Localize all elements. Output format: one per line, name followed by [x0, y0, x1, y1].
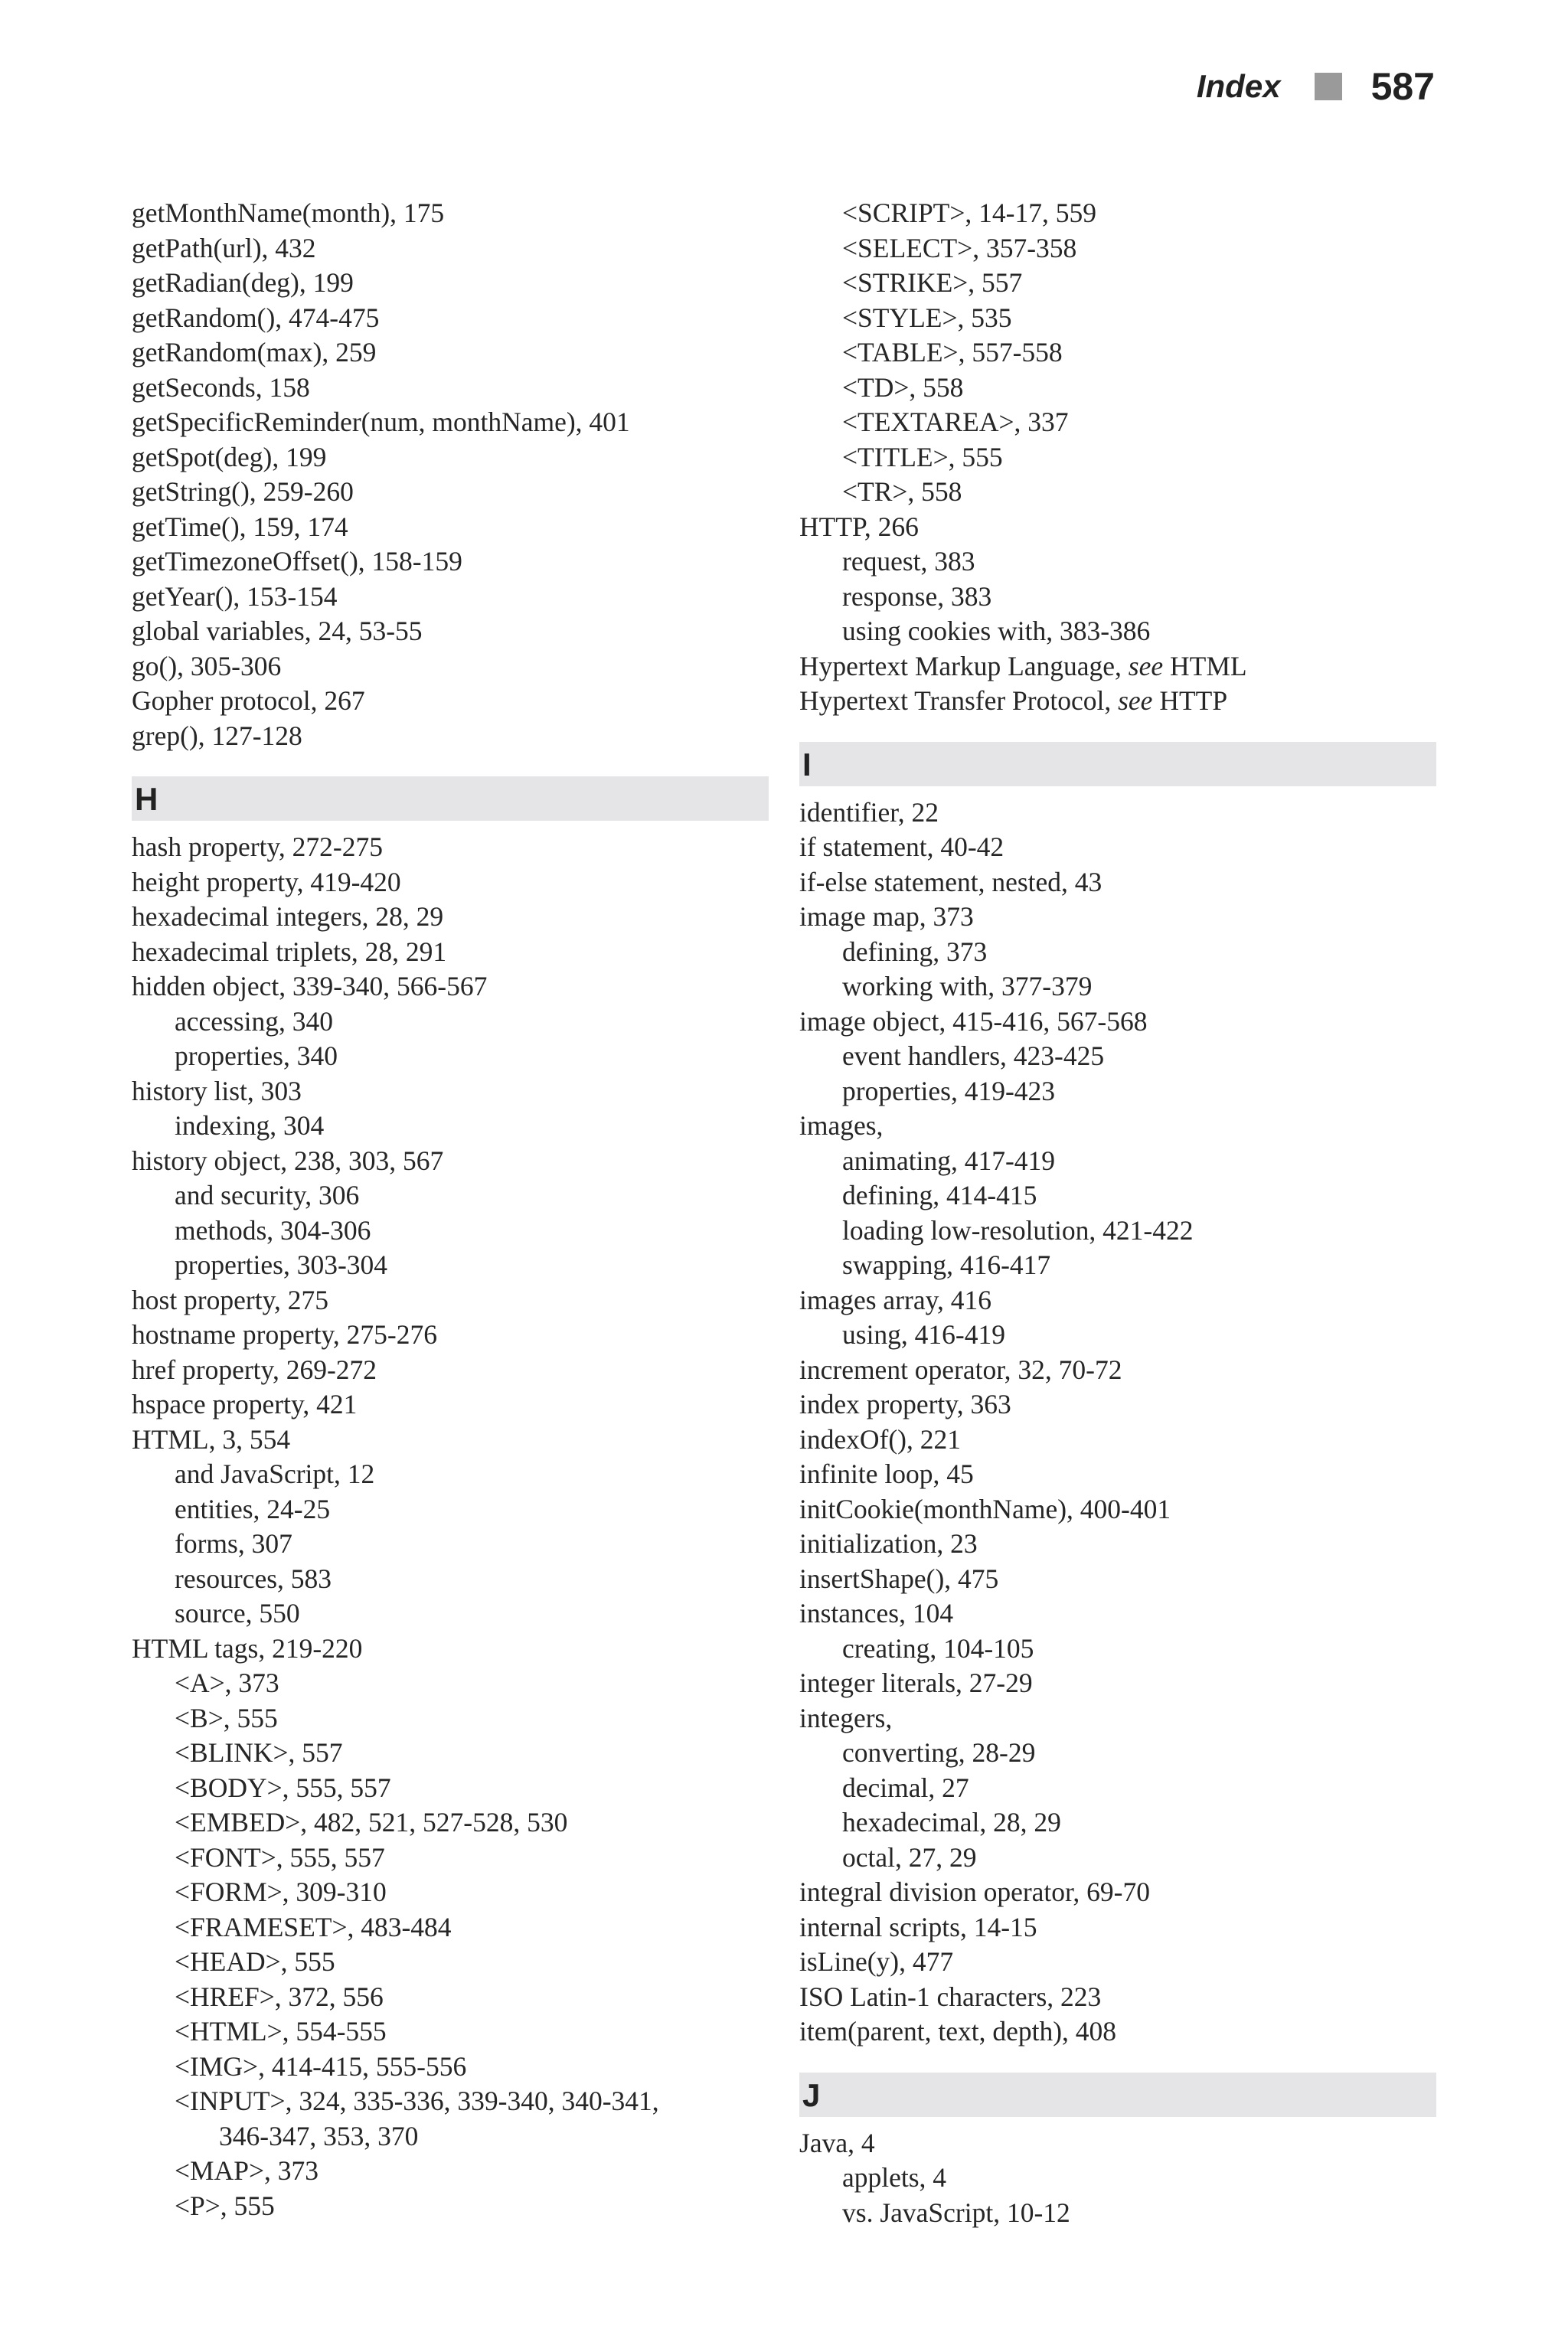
- index-entry: hspace property, 421: [132, 1389, 358, 1419]
- index-entry: go(), 305-306: [132, 650, 282, 681]
- index-entry: index property, 363: [799, 1389, 1011, 1419]
- index-subentry: <TEXTAREA>, 337: [842, 407, 1069, 437]
- index-entry: image map, 373: [799, 901, 974, 932]
- index-entry: hostname property, 275-276: [132, 1319, 437, 1350]
- index-entry: getPath(url), 432: [132, 232, 316, 263]
- letter-heading: I: [799, 742, 1436, 786]
- index-subentry: defining, 373: [842, 936, 988, 967]
- index-entry: getString(), 259-260: [132, 476, 354, 507]
- index-subentry: methods, 304-306: [175, 1214, 371, 1246]
- index-subentry: <INPUT>, 324, 335-336, 339-340, 340-341,: [175, 2086, 659, 2116]
- index-entry: height property, 419-420: [132, 866, 401, 897]
- index-subentry: <HTML>, 554-555: [175, 2016, 387, 2047]
- index-subentry: <B>, 555: [175, 1702, 278, 1733]
- index-subentry: entities, 24-25: [175, 1493, 331, 1524]
- see-reference: see: [1128, 650, 1164, 681]
- index-subentry: <MAP>, 373: [175, 2155, 318, 2186]
- index-entry: hexadecimal triplets, 28, 291: [132, 936, 447, 967]
- index-subentry: animating, 417-419: [842, 1145, 1056, 1176]
- letter-heading: H: [132, 776, 769, 821]
- index-entry: grep(), 127-128: [132, 720, 302, 751]
- index-subentry: <SCRIPT>, 14-17, 559: [842, 198, 1096, 228]
- index-subentry: <EMBED>, 482, 521, 527-528, 530: [175, 1807, 568, 1838]
- index-subentry: octal, 27, 29: [842, 1841, 977, 1873]
- index-entry: [799, 684, 1436, 719]
- index-entry: hexadecimal integers, 28, 29: [132, 901, 444, 932]
- index-subentry: event handlers, 423-425: [842, 1040, 1105, 1071]
- index-entry: identifier, 22: [799, 796, 939, 828]
- index-subentry: <A>, 373: [175, 1668, 279, 1698]
- index-entry: Gopher protocol, 267: [132, 685, 365, 716]
- index-subentry: working with, 377-379: [842, 971, 1093, 1001]
- letter-heading: J: [799, 2073, 1436, 2117]
- index-entry: getSpot(deg), 199: [132, 441, 327, 472]
- index-entry: increment operator, 32, 70-72: [799, 1354, 1122, 1385]
- index-column-right: [799, 196, 1436, 2230]
- index-entry: getSeconds, 158: [132, 371, 310, 403]
- index-subentry: using cookies with, 383-386: [842, 616, 1151, 646]
- index-subentry: <P>, 555: [175, 2190, 275, 2221]
- index-subentry: accessing, 340: [175, 1005, 334, 1037]
- index-subentry: <SELECT>, 357-358: [842, 232, 1077, 263]
- index-entry: getRandom(), 474-475: [132, 302, 380, 333]
- index-entry: initialization, 23: [799, 1528, 978, 1559]
- index-entry: hash property, 272-275: [132, 831, 383, 862]
- index-entry: [799, 649, 1436, 684]
- index-subentry: <HREF>, 372, 556: [175, 1981, 384, 2012]
- index-entry: global variables, 24, 53-55: [132, 616, 423, 646]
- index-subentry: <TD>, 558: [842, 371, 964, 403]
- index-subentry: response, 383: [842, 580, 992, 612]
- index-entry: integer literals, 27-29: [799, 1668, 1033, 1698]
- running-header: [1197, 64, 1435, 109]
- index-entry: indexOf(), 221: [799, 1423, 961, 1455]
- index-subentry: request, 383: [842, 546, 975, 577]
- index-entry: images,: [799, 1110, 884, 1141]
- index-subentry: <TITLE>, 555: [842, 441, 1003, 472]
- index-subentry: indexing, 304: [175, 1110, 325, 1141]
- index-subentry: <FRAMESET>, 483-484: [175, 1911, 452, 1942]
- index-entry: if-else statement, nested, 43: [799, 866, 1102, 897]
- index-subentry: <BODY>, 555, 557: [175, 1772, 391, 1803]
- index-entry: if statement, 40-42: [799, 831, 1004, 862]
- index-entry: HTML, 3, 554: [132, 1423, 291, 1455]
- index-entry: image object, 415-416, 567-568: [799, 1005, 1148, 1037]
- index-entry: getSpecificReminder(num, monthName), 401: [132, 407, 630, 437]
- see-target: HTML: [1163, 650, 1247, 681]
- index-subentry: and security, 306: [175, 1180, 360, 1210]
- index-entry: host property, 275: [132, 1284, 329, 1315]
- index-subentry: properties, 419-423: [842, 1075, 1056, 1106]
- index-entry: getTimezoneOffset(), 158-159: [132, 546, 462, 577]
- index-subentry: properties, 340: [175, 1040, 338, 1071]
- index-entry: initCookie(monthName), 400-401: [799, 1493, 1171, 1524]
- index-subentry: <STYLE>, 535: [842, 302, 1012, 333]
- index-entry: history object, 238, 303, 567: [132, 1145, 444, 1176]
- index-entry: internal scripts, 14-15: [799, 1911, 1037, 1942]
- header-square-marker: [1315, 73, 1342, 100]
- index-entry: isLine(y), 477: [799, 1946, 954, 1977]
- index-subentry: <FONT>, 555, 557: [175, 1841, 385, 1873]
- entry-text: Hypertext Markup Language,: [799, 650, 1129, 681]
- index-subentry: converting, 28-29: [842, 1737, 1036, 1768]
- index-entry: href property, 269-272: [132, 1354, 377, 1385]
- index-subentry: properties, 303-304: [175, 1250, 388, 1280]
- entry-text: Hypertext Transfer Protocol,: [799, 685, 1119, 716]
- index-entry: Java, 4: [799, 2127, 875, 2158]
- index-subentry: decimal, 27: [842, 1772, 969, 1803]
- index-entry: HTML tags, 219-220: [132, 1632, 363, 1664]
- index-entry: history list, 303: [132, 1075, 302, 1106]
- index-subentry: and JavaScript, 12: [175, 1459, 375, 1489]
- index-entry: infinite loop, 45: [799, 1459, 974, 1489]
- index-entry: ISO Latin-1 characters, 223: [799, 1981, 1102, 2012]
- index-subentry: resources, 583: [175, 1563, 332, 1594]
- index-subentry: <STRIKE>, 557: [842, 267, 1023, 298]
- index-entry: getTime(), 159, 174: [132, 511, 348, 542]
- index-subentry: hexadecimal, 28, 29: [842, 1807, 1061, 1838]
- index-entry: instances, 104: [799, 1598, 954, 1628]
- index-entry: getRandom(max), 259: [132, 337, 377, 368]
- index-column-left: [132, 196, 769, 2223]
- see-target: HTTP: [1152, 685, 1228, 716]
- index-subentry: creating, 104-105: [842, 1632, 1034, 1664]
- index-subentry: <IMG>, 414-415, 555-556: [175, 2050, 467, 2082]
- page-number: 587: [1370, 65, 1435, 108]
- index-entry: integers,: [799, 1702, 893, 1733]
- index-subentry: <HEAD>, 555: [175, 1946, 335, 1977]
- index-subentry: 346-347, 353, 370: [219, 2120, 419, 2151]
- index-entry: item(parent, text, depth), 408: [799, 2016, 1117, 2047]
- index-subentry: <BLINK>, 557: [175, 1737, 343, 1768]
- index-subentry: loading low-resolution, 421-422: [842, 1214, 1194, 1246]
- index-subentry: applets, 4: [842, 2162, 947, 2193]
- index-subentry: vs. JavaScript, 10-12: [842, 2197, 1070, 2228]
- index-entry: getMonthName(month), 175: [132, 198, 445, 228]
- index-entry: HTTP, 266: [799, 511, 919, 542]
- index-subentry: <TABLE>, 557-558: [842, 337, 1063, 368]
- section-title: Index: [1196, 68, 1281, 104]
- index-entry: getRadian(deg), 199: [132, 267, 354, 298]
- index-subentry: swapping, 416-417: [842, 1250, 1051, 1280]
- index-entry: hidden object, 339-340, 566-567: [132, 971, 488, 1001]
- index-subentry: forms, 307: [175, 1528, 292, 1559]
- index-entry: images array, 416: [799, 1284, 992, 1315]
- index-subentry: <TR>, 558: [842, 476, 962, 507]
- see-reference: see: [1118, 685, 1153, 716]
- index-entry: getYear(), 153-154: [132, 580, 338, 612]
- index-subentry: defining, 414-415: [842, 1180, 1037, 1210]
- index-subentry: using, 416-419: [842, 1319, 1005, 1350]
- index-entry: insertShape(), 475: [799, 1563, 999, 1594]
- index-subentry: source, 550: [175, 1598, 300, 1628]
- index-subentry: <FORM>, 309-310: [175, 1877, 387, 1907]
- index-entry: integral division operator, 69-70: [799, 1877, 1150, 1907]
